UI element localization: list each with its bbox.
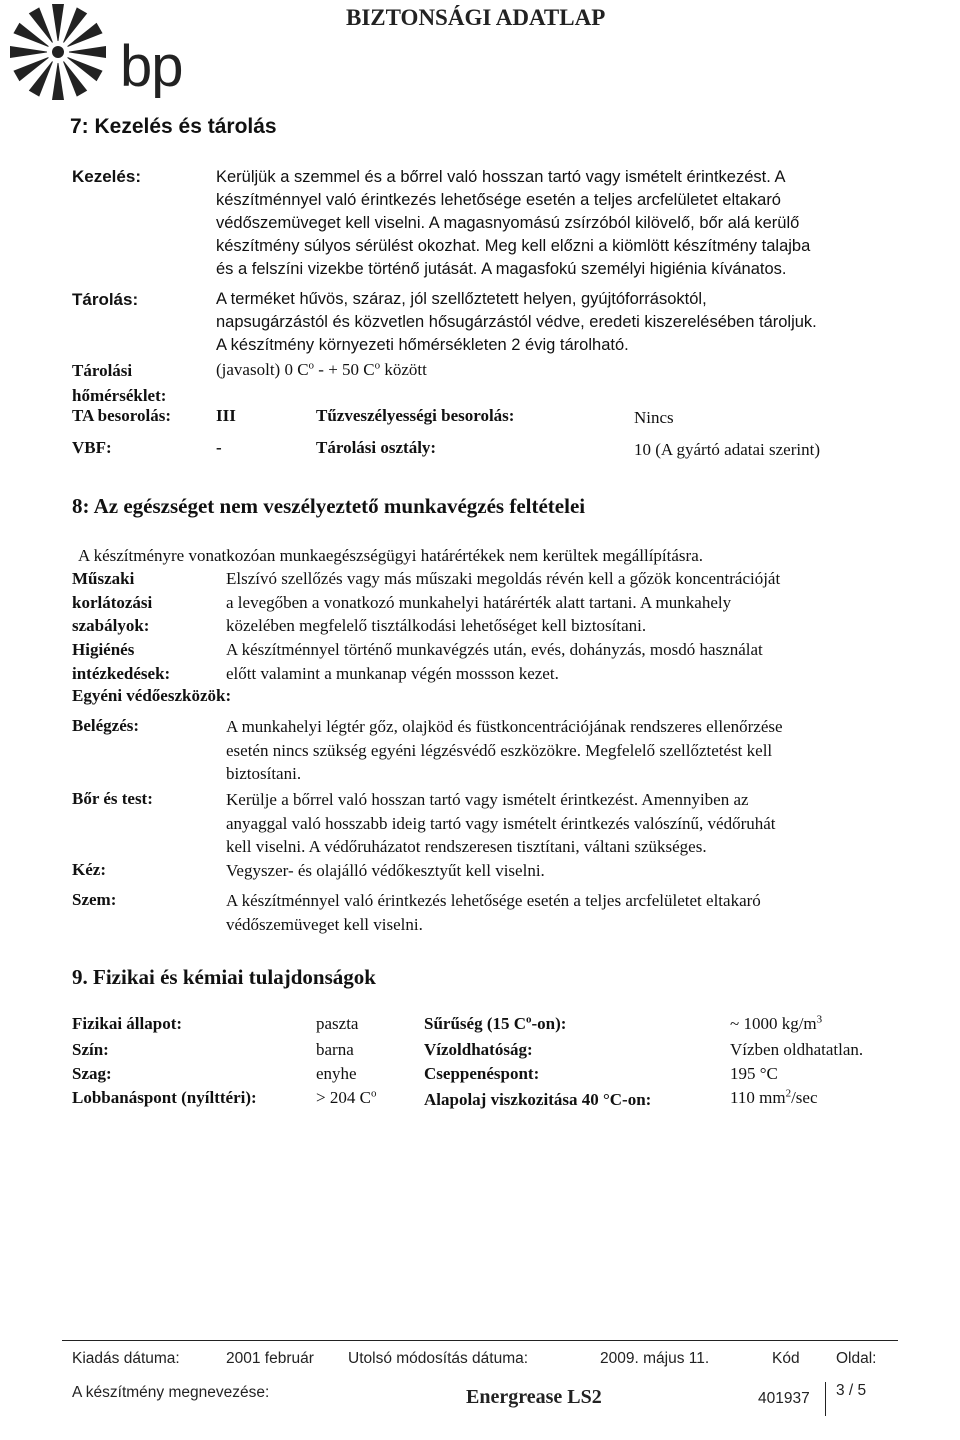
text-line: napsugárzástól és közvetlen hősugárzástól védve, eredeti kiszerelésében tároljuk. bbox=[216, 313, 817, 331]
footer bbox=[72, 1350, 902, 1430]
egyeni-vedoeszkozok-label: Egyéni védőeszközök: bbox=[72, 686, 232, 705]
text-line: Kerüljük a szemmel és a bőrrel való hosszan tartó vagy ismételt érintkezést. A bbox=[216, 168, 786, 186]
property-value: paszta bbox=[316, 1014, 359, 1033]
section-9-title: 9. Fizikai és kémiai tulajdonságok bbox=[72, 965, 376, 989]
text-line: A munkahelyi légtér gőz, olajköd és füstkoncentrációjának rendszeres ellenőrzése bbox=[226, 717, 783, 736]
text-line: Kerülje a bőrrel való hosszan tartó vagy ismételt érintkezést. Amennyiben az bbox=[226, 790, 749, 809]
property-label: Vízoldhatóság: bbox=[424, 1040, 533, 1059]
vbf-value: - bbox=[216, 438, 222, 457]
property-value: Vízben oldhatatlan. bbox=[730, 1040, 864, 1059]
label-line: Higiénés bbox=[72, 640, 135, 659]
property-label: Lobbanáspont (nyílttéri): bbox=[72, 1088, 257, 1107]
value-part: > 204 C bbox=[316, 1088, 371, 1107]
label-part: Sűrűség (15 C bbox=[424, 1014, 527, 1033]
bor-es-test-text bbox=[226, 788, 916, 859]
degree-sup: o bbox=[308, 359, 315, 372]
megnevezes-label: A készítmény megnevezése: bbox=[72, 1384, 270, 1401]
footer-divider bbox=[825, 1382, 826, 1416]
label-line: korlátozási bbox=[72, 592, 153, 612]
kod-value: 401937 bbox=[758, 1390, 810, 1407]
label-line: Műszaki bbox=[72, 569, 135, 588]
muszaki-text bbox=[226, 567, 916, 638]
text-line: védőszemüveget kell viselni. bbox=[226, 914, 423, 934]
text-line: a levegőben a vonatkozó munkahelyi határérték alatt tartani. A munkahely bbox=[226, 592, 732, 612]
belegzes-text bbox=[226, 715, 916, 786]
utolso-modositas-value: 2009. május 11. bbox=[600, 1350, 710, 1367]
tarolas-text bbox=[216, 288, 916, 357]
tuzveszelyesseg-label: Tűzveszélyességi besorolás: bbox=[316, 406, 515, 425]
value-part: - + 50 C bbox=[314, 360, 375, 379]
utolso-modositas-label: Utolsó módosítás dátuma: bbox=[348, 1350, 529, 1367]
label-line: hőmérséklet: bbox=[72, 386, 167, 405]
value-part: között bbox=[380, 360, 427, 379]
text-line: anyaggal való hosszabb ideig tartó vagy ismételt érintkezés valószínű, védőruhát bbox=[226, 813, 776, 833]
section-7-title: 7: Kezelés és tárolás bbox=[70, 115, 277, 138]
label-line: Tárolási bbox=[72, 361, 133, 380]
higienes-text bbox=[226, 638, 916, 685]
text-line: A készítménnyel történő munkavégzés után, evés, dohányzás, mosdó használat bbox=[226, 640, 763, 659]
muszaki-label bbox=[72, 567, 152, 638]
text-line: Elszívó szellőzés vagy más műszaki megoldás révén kell a gőzök koncentrációját bbox=[226, 569, 781, 588]
text-line: A készítmény környezeti hőmérsékleten 2 évig tárolható. bbox=[216, 336, 629, 354]
property-label: Alapolaj viszkozitása 40 °C-on: bbox=[424, 1090, 652, 1109]
tarolasi-osztaly-value: 10 (A gyártó adatai szerint) bbox=[634, 440, 820, 459]
bp-logo-text: bp bbox=[120, 34, 183, 99]
higienes-label bbox=[72, 638, 170, 685]
bor-es-test-label: Bőr és test: bbox=[72, 789, 153, 808]
szem-label: Szem: bbox=[72, 890, 117, 909]
value-part: /sec bbox=[791, 1088, 818, 1107]
unit-sup: 2 bbox=[785, 1087, 792, 1100]
property-value: 195 °C bbox=[730, 1064, 778, 1083]
section-8-intro: A készítményre vonatkozóan munkaegészségügyi határértékek nem kerültek megállípításra. bbox=[78, 546, 703, 565]
property-label: Fizikai állapot: bbox=[72, 1014, 183, 1033]
degree-sup: o bbox=[526, 1013, 532, 1026]
label-part: -on): bbox=[531, 1014, 567, 1033]
belegzes-label: Belégzés: bbox=[72, 716, 140, 735]
value-part: (javasolt) 0 C bbox=[216, 360, 309, 379]
table-row bbox=[72, 1014, 932, 1038]
footer-top-rule bbox=[62, 1340, 898, 1341]
property-label: Cseppenéspont: bbox=[424, 1064, 540, 1083]
text-line: biztosítani. bbox=[226, 764, 302, 784]
vbf-label: VBF: bbox=[72, 438, 112, 457]
szem-text bbox=[226, 889, 916, 936]
kiadas-datuma-value: 2001 február bbox=[226, 1350, 314, 1367]
text-line: esetén nincs szükség egyéni légzésvédő eszközökre. Megfelelő szellőztetést kell bbox=[226, 740, 773, 760]
text-line: védőszemüveget kell viselni. A magasnyomású zsírzóból kilövelő, bőr alá kerülő bbox=[216, 214, 800, 232]
text-line: A készítménnyel való érintkezés lehetősége esetén a teljes arcfelületet eltakaró bbox=[226, 891, 761, 910]
property-label bbox=[424, 1014, 566, 1034]
value-part: 110 mm bbox=[730, 1088, 786, 1107]
section-8-title: 8: Az egészséget nem veszélyeztető munkavégzés feltételei bbox=[72, 494, 586, 518]
ta-besorolas-label: TA besorolás: bbox=[72, 406, 172, 425]
kez-text: Vegyszer- és olajálló védőkesztyűt kell viselni. bbox=[226, 861, 545, 880]
tarolasi-homerseklet-value bbox=[216, 358, 427, 381]
oldal-label: Oldal: bbox=[836, 1350, 877, 1367]
table-row bbox=[72, 1088, 932, 1116]
label-line: szabályok: bbox=[72, 616, 150, 636]
property-label: Szín: bbox=[72, 1040, 109, 1059]
property-value: enyhe bbox=[316, 1064, 357, 1083]
unit-sup: 3 bbox=[816, 1013, 823, 1026]
text-line: A terméket hűvös, száraz, jól szellőztetett helyen, gyújtóforrásoktól, bbox=[216, 290, 707, 308]
tarolasi-homerseklet-label bbox=[72, 358, 166, 408]
degree-sup: o bbox=[374, 359, 381, 372]
value-part: ~ 1000 kg/m bbox=[730, 1014, 817, 1033]
property-label: Szag: bbox=[72, 1064, 112, 1083]
property-value bbox=[316, 1088, 376, 1108]
ta-besorolas-value: III bbox=[216, 406, 236, 425]
table-row bbox=[72, 1040, 932, 1064]
table-row bbox=[72, 1064, 932, 1088]
kez-label: Kéz: bbox=[72, 860, 106, 879]
kod-label: Kód bbox=[772, 1350, 800, 1367]
tarolas-label: Tárolás: bbox=[72, 290, 139, 309]
text-line: készítménnyel való érintkezés lehetősége esetén a teljes arcfelületet eltakaró bbox=[216, 191, 781, 209]
product-name: Energrease LS2 bbox=[466, 1386, 602, 1408]
property-value: barna bbox=[316, 1040, 354, 1059]
label-line: intézkedések: bbox=[72, 663, 171, 683]
degree-sup: o bbox=[370, 1087, 377, 1100]
text-line: kell viselni. A védőruházatot rendszeresen tisztítani, váltani szükséges. bbox=[226, 837, 707, 857]
property-value bbox=[730, 1088, 818, 1108]
page-number: 3 / 5 bbox=[836, 1382, 867, 1399]
document-title: BIZTONSÁGI ADATLAP bbox=[346, 5, 606, 30]
tarolasi-osztaly-label: Tárolási osztály: bbox=[316, 438, 437, 457]
text-line: készítmény súlyos sérülést okozhat. Meg kell előzni a kiömlött készítmény talajba bbox=[216, 237, 811, 255]
text-line: közelében megfelelő tisztálkodási lehetőséget kell biztosítani. bbox=[226, 616, 647, 636]
kiadas-datuma-label: Kiadás dátuma: bbox=[72, 1350, 180, 1367]
property-value bbox=[730, 1014, 822, 1034]
kezeles-text bbox=[216, 166, 916, 281]
tuzveszelyesseg-value: Nincs bbox=[634, 408, 674, 427]
text-line: előtt valamint a munkanap végén mossson kezet. bbox=[226, 663, 559, 683]
text-line: és a felszíni vizekbe történő jutását. A magasfokú személyi higiénia kívánatos. bbox=[216, 260, 787, 278]
kezeles-label: Kezelés: bbox=[72, 167, 141, 186]
